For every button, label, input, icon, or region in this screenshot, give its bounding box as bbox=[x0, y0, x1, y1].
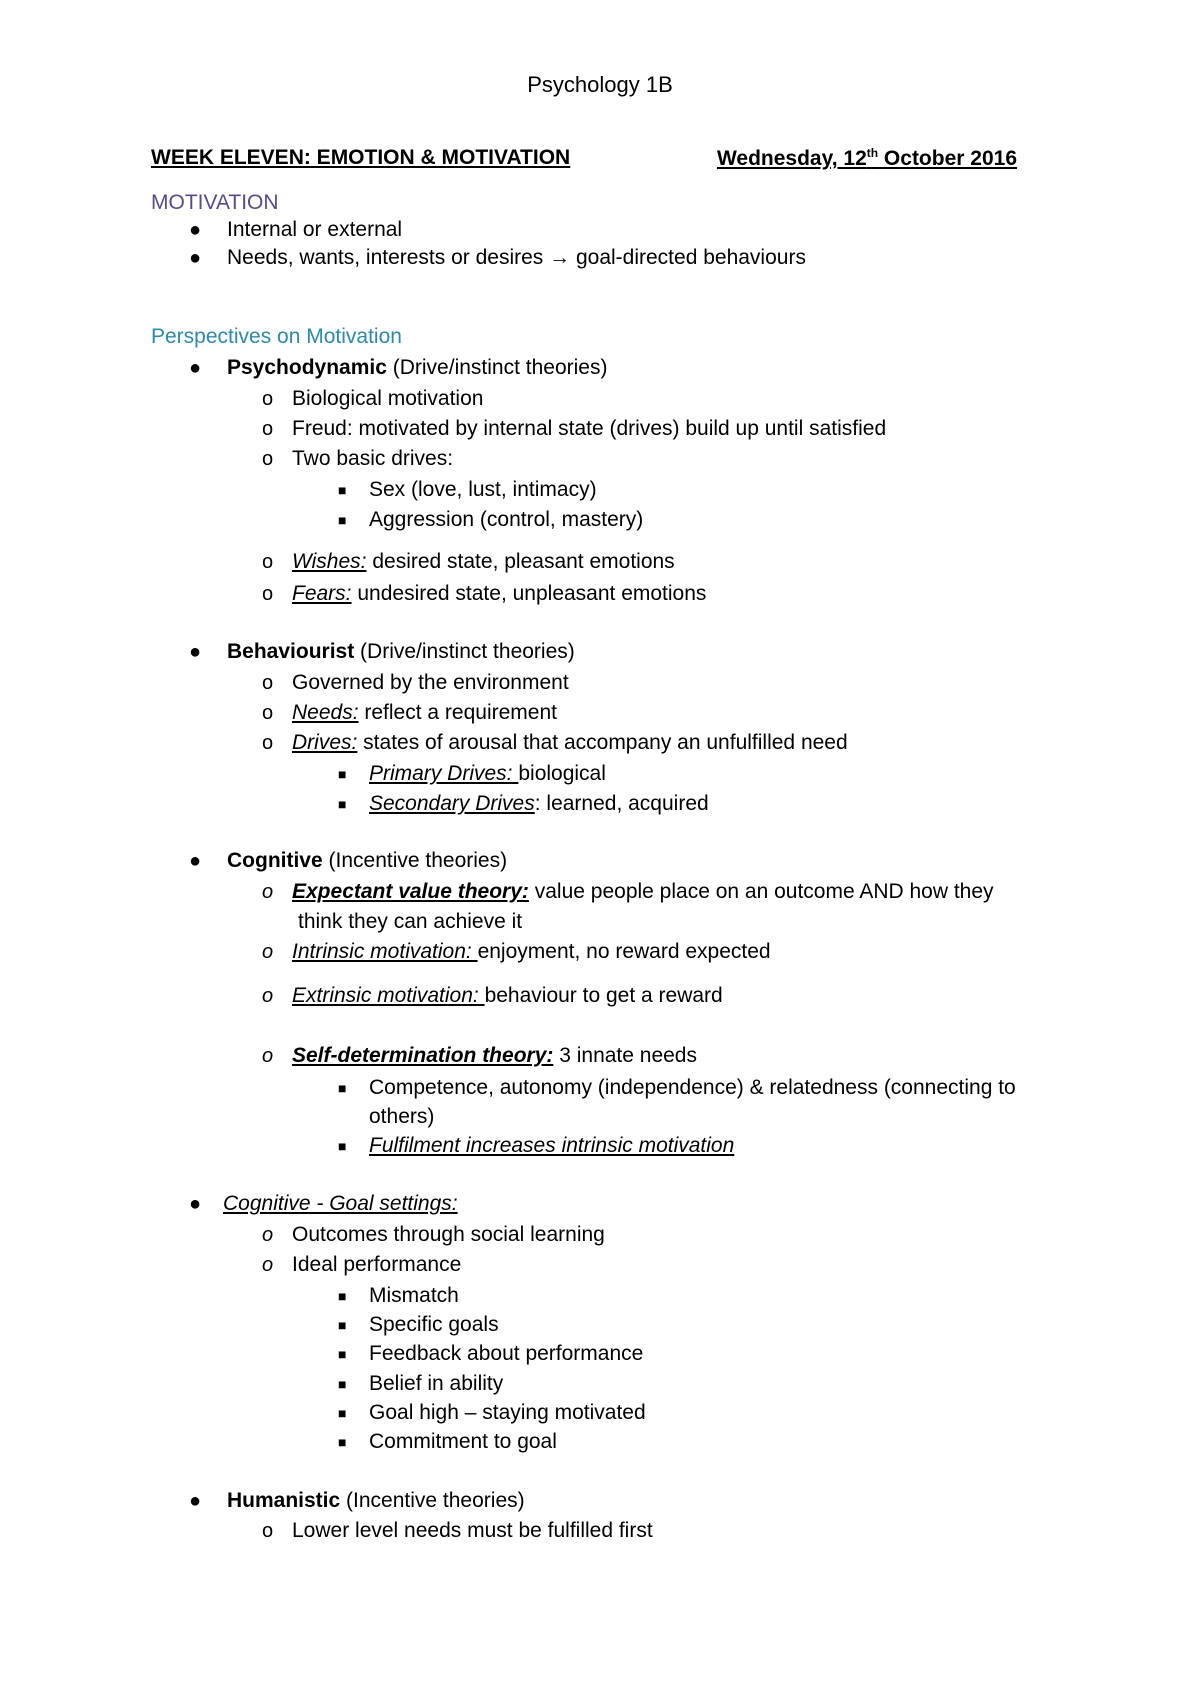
bullet-icon: ● bbox=[189, 1490, 202, 1512]
list-item: Aggression (control, mastery) bbox=[369, 508, 644, 531]
week-title: WEEK ELEVEN: EMOTION & MOTIVATION bbox=[151, 146, 571, 169]
square-bullet-icon: ■ bbox=[338, 1138, 347, 1154]
bullet-icon: ● bbox=[189, 1193, 202, 1215]
list-item: Specific goals bbox=[369, 1313, 499, 1336]
circle-bullet-icon: o bbox=[262, 418, 274, 440]
circle-bullet-icon: o bbox=[262, 732, 274, 754]
list-item: Secondary Drives: learned, acquired bbox=[369, 792, 709, 815]
bullet-icon: ● bbox=[189, 219, 202, 241]
list-item: Governed by the environment bbox=[292, 671, 569, 694]
circle-bullet-icon: o bbox=[262, 551, 274, 573]
list-item: Competence, autonomy (independence) & relatedness (connecting to bbox=[369, 1076, 1016, 1099]
lecture-date: Wednesday, 12th October 2016 bbox=[716, 146, 1017, 170]
list-item: Commitment to goal bbox=[369, 1430, 557, 1453]
list-item: Mismatch bbox=[369, 1284, 459, 1307]
list-item: Cognitive (Incentive theories) bbox=[227, 849, 508, 872]
square-bullet-icon: ■ bbox=[338, 766, 347, 782]
square-bullet-icon: ■ bbox=[338, 1346, 347, 1362]
list-item: Internal or external bbox=[227, 218, 403, 241]
list-item: Goal high – staying motivated bbox=[369, 1401, 646, 1424]
circle-bullet-icon: o bbox=[262, 672, 274, 694]
motivation-heading: MOTIVATION bbox=[151, 191, 279, 214]
square-bullet-icon: ■ bbox=[338, 1434, 347, 1450]
circle-bullet-icon: o bbox=[262, 1254, 274, 1276]
list-item: Freud: motivated by internal state (drives) build up until satisfied bbox=[292, 417, 887, 440]
circle-bullet-icon: o bbox=[262, 583, 274, 605]
list-item-continuation: others) bbox=[369, 1105, 435, 1128]
circle-bullet-icon: o bbox=[262, 1520, 274, 1542]
list-item: Fulfilment increases intrinsic motivation bbox=[369, 1134, 735, 1157]
list-item: Two basic drives: bbox=[292, 447, 454, 470]
bullet-icon: ● bbox=[189, 641, 202, 663]
document-header: Psychology 1B bbox=[527, 72, 673, 97]
list-item: Drives: states of arousal that accompany an unfulfilled need bbox=[292, 731, 848, 754]
bullet-icon: ● bbox=[189, 247, 202, 269]
bullet-icon: ● bbox=[189, 357, 202, 379]
circle-bullet-icon: o bbox=[262, 941, 274, 963]
square-bullet-icon: ■ bbox=[338, 1405, 347, 1421]
list-item: Feedback about performance bbox=[369, 1342, 644, 1365]
square-bullet-icon: ■ bbox=[338, 1376, 347, 1392]
square-bullet-icon: ■ bbox=[338, 1317, 347, 1333]
list-item: Cognitive - Goal settings: bbox=[223, 1192, 458, 1215]
square-bullet-icon: ■ bbox=[338, 1288, 347, 1304]
list-item: Belief in ability bbox=[369, 1372, 504, 1395]
list-item: Needs, wants, interests or desires → goal-directed behaviours bbox=[227, 246, 806, 269]
list-item: Outcomes through social learning bbox=[292, 1223, 605, 1246]
list-item: Sex (love, lust, intimacy) bbox=[369, 478, 597, 501]
perspectives-heading: Perspectives on Motivation bbox=[151, 325, 402, 348]
list-item: Fears: undesired state, unpleasant emotions bbox=[292, 582, 707, 605]
circle-bullet-icon: o bbox=[262, 448, 274, 470]
circle-bullet-icon: o bbox=[262, 881, 274, 903]
list-item: Humanistic (Incentive theories) bbox=[227, 1489, 525, 1512]
circle-bullet-icon: o bbox=[262, 702, 274, 724]
list-item-continuation: think they can achieve it bbox=[298, 910, 523, 933]
list-item: Intrinsic motivation: enjoyment, no reward expected bbox=[292, 940, 771, 963]
list-item: Extrinsic motivation: behaviour to get a reward bbox=[292, 984, 723, 1007]
circle-bullet-icon: o bbox=[262, 388, 274, 410]
list-item: Wishes: desired state, pleasant emotions bbox=[292, 550, 675, 573]
list-item: Expectant value theory: value people place on an outcome AND how they bbox=[292, 880, 994, 903]
list-item: Psychodynamic (Drive/instinct theories) bbox=[227, 356, 608, 379]
list-item: Behaviourist (Drive/instinct theories) bbox=[227, 640, 575, 663]
circle-bullet-icon: o bbox=[262, 985, 274, 1007]
list-item: Primary Drives: biological bbox=[369, 762, 606, 785]
bullet-icon: ● bbox=[189, 850, 202, 872]
list-item: Self-determination theory: 3 innate needs bbox=[292, 1044, 697, 1067]
list-item: Biological motivation bbox=[292, 387, 484, 410]
square-bullet-icon: ■ bbox=[338, 482, 347, 498]
list-item: Lower level needs must be fulfilled first bbox=[292, 1519, 653, 1542]
square-bullet-icon: ■ bbox=[338, 512, 347, 528]
circle-bullet-icon: o bbox=[262, 1045, 274, 1067]
square-bullet-icon: ■ bbox=[338, 796, 347, 812]
list-item: Ideal performance bbox=[292, 1253, 462, 1276]
list-item: Needs: reflect a requirement bbox=[292, 701, 557, 724]
square-bullet-icon: ■ bbox=[338, 1080, 347, 1096]
week-title-line bbox=[151, 146, 1017, 171]
circle-bullet-icon: o bbox=[262, 1224, 274, 1246]
